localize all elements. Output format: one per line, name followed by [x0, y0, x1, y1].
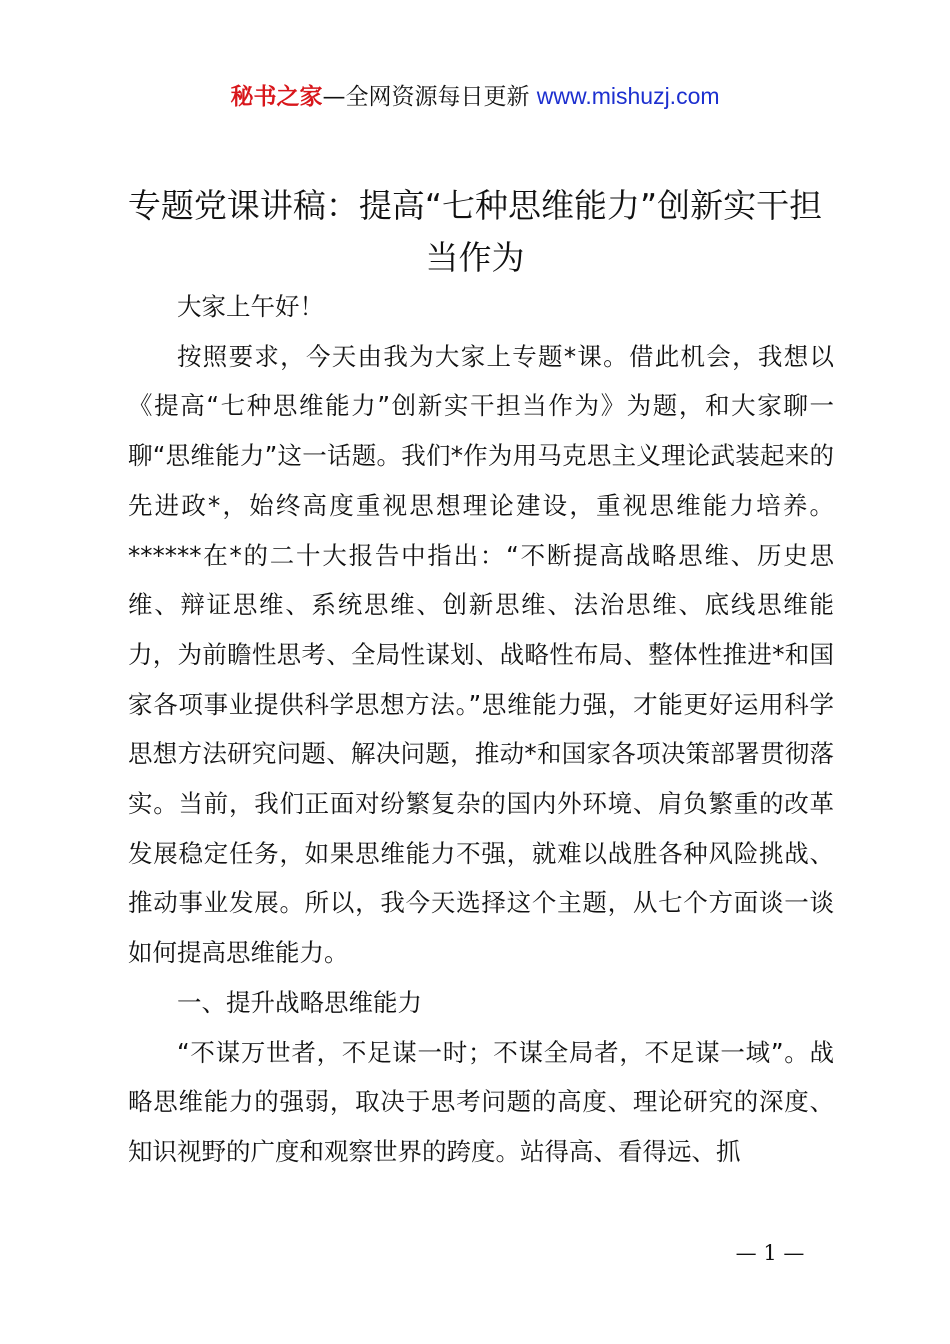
page-number: — 1 — — [735, 1241, 805, 1265]
section-heading: 一、提升战略思维能力 — [177, 987, 422, 1017]
site-brand: 秘书之家 — [230, 84, 323, 110]
section-paragraph: “不谋万世者，不足谋一时；不谋全局者，不足谋一域”。战略思维能力的强弱，取决于思考问题的高度、理论研究的深度、知识视野的广度和观察世界的跨度。站得高、看得远、抓 — [128, 1037, 834, 1166]
document-title: 专题党课讲稿：提高“七种思维能力”创新实干担当作为 — [127, 186, 823, 277]
intro-paragraph: 按照要求，今天由我为大家上专题*课。借此机会，我想以《提高“七种思维能力”创新实干担当作为》为题，和大家聊一聊“思维能力”这一话题。我们*作为用马克思主义理论武装起来的先进政*，始终高度重视思想理论建设，重视思维能力培养。******在*的二十大报告中指出：“不断提高战略思维、历史思维、辩证思维、系统思维、创新思维、法治思维、底线思维能力，为前瞻性思考、全局性谋划、战略性布局、整体性推进*和国家各项事业提供科学思想方法。”思维能力强，才能更好运用科学思想方法研究问题、解决问题，推动*和国家各项决策部署贯彻落实。当前，我们正面对纷繁复杂的国内外环境、肩负繁重的改革发展稳定任务，如果思维能力不强，就难以战胜各种风险挑战、推动事业发展。所以，我今天选择这个主题，从七个方面谈一谈如何提高思维能力。 — [128, 341, 834, 968]
site-slogan: —全网资源每日更新 — [322, 84, 530, 110]
document-body — [128, 282, 834, 1177]
greeting-paragraph: 大家上午好！ — [177, 292, 324, 321]
site-url-link[interactable]: www.mishuzj.com — [536, 83, 720, 109]
site-header — [0, 80, 950, 113]
